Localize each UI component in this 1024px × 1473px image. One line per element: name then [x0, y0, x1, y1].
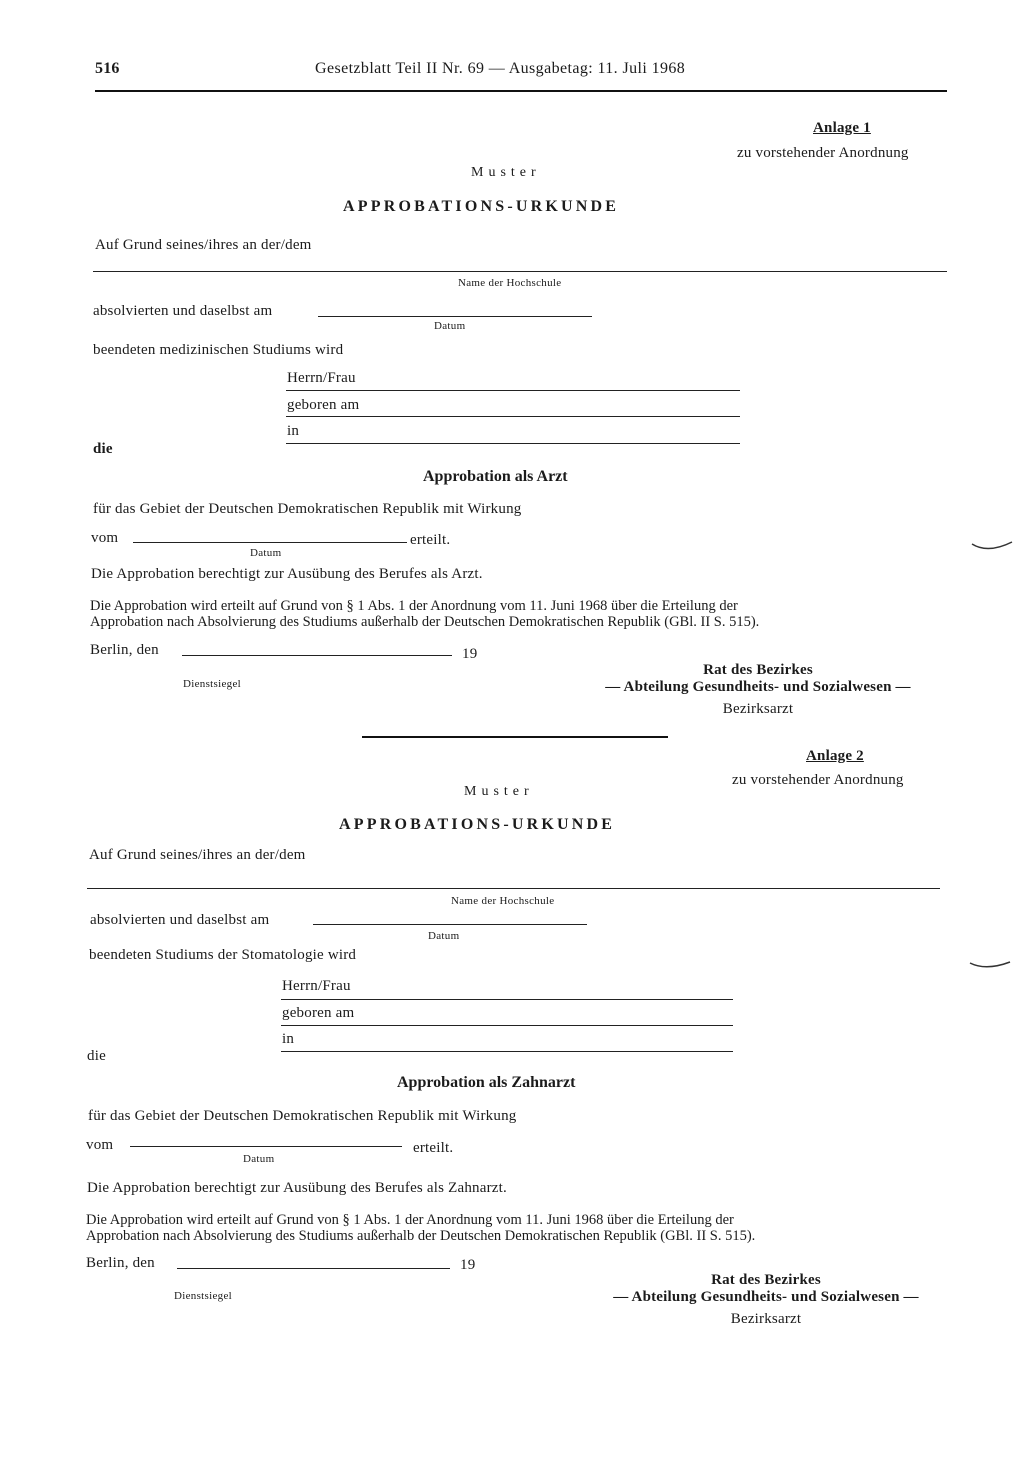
berechtigt-text: Die Approbation berechtigt zur Ausübung des Berufes als Arzt. [91, 566, 483, 582]
in-label: in [282, 1031, 295, 1047]
legal-line-2: Approbation nach Absolvierung des Studiums außerhalb der Deutschen Demokratischen Republik (GBl. II S. 515). [86, 1228, 756, 1244]
berlin-label: Berlin, den [90, 642, 159, 658]
dienstsiegel-label: Dienstsiegel [174, 1290, 232, 1302]
bezirksarzt-label: Bezirksarzt [730, 1311, 802, 1327]
legal-line-2: Approbation nach Absolvierung des Studiums außerhalb der Deutschen Demokratischen Republik (GBl. II S. 515). [90, 614, 760, 630]
herrn-line [286, 390, 740, 391]
abteilung-label: — Abteilung Gesundheits- und Sozialwesen — [613, 1289, 919, 1305]
hochschule-line [93, 271, 947, 272]
anlage-reference: zu vorstehender Anordnung [737, 145, 909, 161]
rat-label: Rat des Bezirkes [703, 662, 813, 678]
geboren-line [281, 1025, 733, 1026]
in-line [286, 443, 740, 444]
erteilt-label: erteilt. [413, 1140, 454, 1156]
hochschule-line [87, 888, 940, 889]
vom-line [130, 1146, 402, 1147]
vom-date-caption: Datum [243, 1153, 275, 1165]
date-line [318, 316, 592, 317]
intro-text: Auf Grund seines/ihres an der/dem [95, 237, 312, 253]
intro-text: Auf Grund seines/ihres an der/dem [89, 847, 306, 863]
date-caption: Datum [428, 930, 460, 942]
document-title: APPROBATIONS-URKUNDE [343, 198, 620, 215]
berlin-date-line [177, 1268, 450, 1269]
gebiet-text: für das Gebiet der Deutschen Demokratischen Republik mit Wirkung [93, 501, 522, 517]
in-line [281, 1051, 733, 1052]
herrn-label: Herrn/Frau [287, 370, 356, 386]
berechtigt-text: Die Approbation berechtigt zur Ausübung des Berufes als Zahnarzt. [87, 1180, 507, 1196]
hochschule-caption: Name der Hochschule [451, 895, 555, 907]
erteilt-label: erteilt. [410, 532, 451, 548]
absolviert-text: absolvierten und daselbst am [93, 303, 273, 319]
geboren-label: geboren am [287, 397, 360, 413]
die-label: die [87, 1048, 106, 1064]
vom-date-caption: Datum [250, 547, 282, 559]
header-rule [95, 90, 947, 92]
dienstsiegel-label: Dienstsiegel [183, 678, 241, 690]
anlage-label: Anlage 1 [813, 120, 871, 136]
herrn-label: Herrn/Frau [282, 978, 351, 994]
margin-mark [968, 538, 1018, 558]
section-divider [362, 736, 668, 738]
legal-line-1: Die Approbation wird erteilt auf Grund von § 1 Abs. 1 der Anordnung vom 11. Juni 1968 über die Erteilung der [86, 1212, 734, 1228]
muster-label: Muster [464, 784, 534, 799]
year-label: 19 [460, 1257, 476, 1273]
muster-label: Muster [471, 165, 541, 180]
approbation-heading: Approbation als Zahnarzt [397, 1074, 576, 1091]
publication-header: Gesetzblatt Teil II Nr. 69 — Ausgabetag: 11. Juli 1968 [315, 60, 686, 77]
date-caption: Datum [434, 320, 466, 332]
abteilung-label: — Abteilung Gesundheits- und Sozialwesen — [605, 679, 911, 695]
vom-label: vom [86, 1137, 114, 1153]
vom-label: vom [91, 530, 119, 546]
legal-line-1: Die Approbation wird erteilt auf Grund von § 1 Abs. 1 der Anordnung vom 11. Juni 1968 über die Erteilung der [90, 598, 738, 614]
anlage-reference: zu vorstehender Anordnung [732, 772, 904, 788]
geboren-label: geboren am [282, 1005, 355, 1021]
gebiet-text: für das Gebiet der Deutschen Demokratischen Republik mit Wirkung [88, 1108, 517, 1124]
beendet-text: beendeten medizinischen Studiums wird [93, 342, 344, 358]
absolviert-text: absolvierten und daselbst am [90, 912, 270, 928]
margin-mark [966, 957, 1016, 977]
berlin-date-line [182, 655, 452, 656]
in-label: in [287, 423, 300, 439]
beendet-text: beendeten Studiums der Stomatologie wird [89, 947, 357, 963]
berlin-label: Berlin, den [86, 1255, 155, 1271]
vom-line [133, 542, 407, 543]
bezirksarzt-label: Bezirksarzt [722, 701, 794, 717]
date-line [313, 924, 587, 925]
rat-label: Rat des Bezirkes [711, 1272, 821, 1288]
document-title: APPROBATIONS-URKUNDE [339, 816, 616, 833]
herrn-line [281, 999, 733, 1000]
geboren-line [286, 416, 740, 417]
hochschule-caption: Name der Hochschule [458, 277, 562, 289]
year-label: 19 [462, 646, 478, 662]
approbation-heading: Approbation als Arzt [423, 468, 568, 485]
anlage-label: Anlage 2 [806, 748, 864, 764]
die-label: die [93, 441, 113, 457]
page-number: 516 [95, 60, 120, 77]
